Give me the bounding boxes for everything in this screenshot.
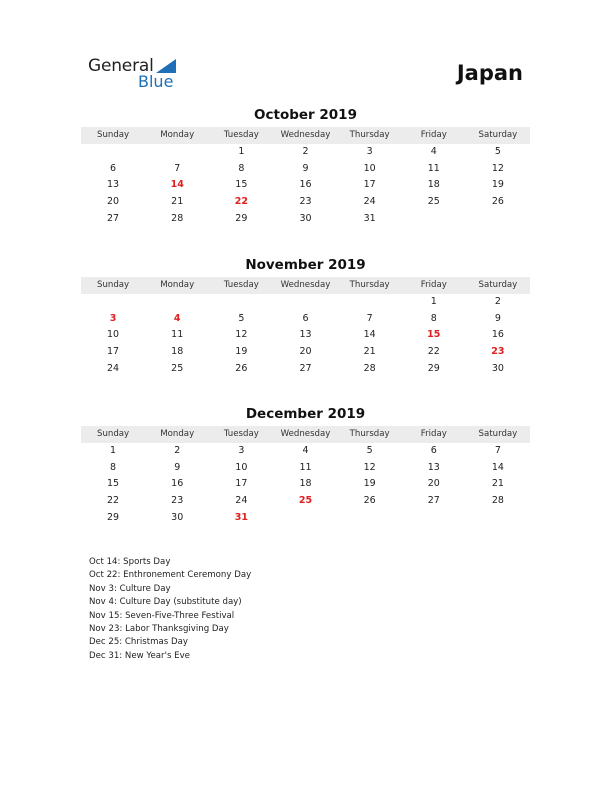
day-cell: 1 (238, 146, 245, 157)
week-row (81, 327, 530, 344)
day-cell: 19 (235, 346, 248, 358)
week-row (81, 177, 530, 194)
day-cell: 16 (491, 329, 504, 341)
day-cell: 7 (494, 445, 501, 456)
week-row (81, 510, 530, 527)
day-cell: 13 (427, 461, 440, 473)
weekday-header: Monday (160, 429, 195, 439)
logo-triangle-icon (156, 59, 176, 73)
day-cell: 3 (366, 146, 373, 157)
day-cell: 21 (171, 196, 184, 208)
day-cell: 18 (299, 478, 312, 490)
day-cell: 19 (363, 478, 376, 490)
day-cell: 20 (299, 346, 312, 358)
day-cell: 28 (363, 362, 376, 374)
month-title: November 2019 (245, 257, 366, 273)
day-cell: 16 (299, 179, 312, 191)
holiday-day-cell: 25 (298, 495, 313, 507)
day-cell: 27 (299, 362, 312, 374)
week-row (81, 460, 530, 477)
day-cell: 8 (110, 461, 117, 473)
day-cell: 11 (299, 461, 312, 473)
day-cell: 30 (299, 212, 312, 224)
day-cell (145, 144, 209, 161)
day-cell: 29 (427, 362, 440, 374)
day-cell: 9 (302, 162, 309, 174)
generalblue-logo (88, 56, 188, 92)
weekday-header: Thursday (349, 280, 390, 290)
day-cell (145, 294, 209, 311)
day-cell: 14 (363, 329, 376, 341)
day-cell: 5 (366, 445, 373, 456)
weekday-header: Thursday (349, 429, 390, 439)
day-cell: 11 (171, 329, 184, 341)
holiday-list-item: Nov 15: Seven-Five-Three Festival (89, 610, 235, 621)
holiday-day-cell: 23 (491, 346, 505, 358)
day-cell: 12 (235, 329, 248, 341)
logo-blue-text: Blue (138, 72, 174, 91)
day-cell: 20 (107, 196, 120, 208)
weekday-header: Friday (420, 429, 447, 439)
day-cell (466, 510, 530, 527)
weekday-header: Tuesday (223, 429, 259, 439)
day-cell (466, 211, 530, 228)
month-october (81, 106, 530, 227)
logo-general-text: General (88, 56, 154, 76)
holiday-list-item: Oct 22: Enthronement Ceremony Day (89, 570, 252, 581)
day-cell: 13 (107, 179, 120, 191)
holiday-day-cell: 3 (109, 312, 117, 324)
day-cell: 21 (491, 478, 504, 490)
day-cell: 18 (427, 179, 440, 191)
holiday-list-item: Nov 3: Culture Day (89, 583, 171, 594)
weekday-header: Wednesday (280, 280, 331, 290)
weekday-header: Friday (420, 130, 447, 140)
weekday-header: Monday (160, 280, 195, 290)
holiday-list-item: Nov 4: Culture Day (substitute day) (89, 597, 242, 608)
day-cell: 4 (430, 146, 437, 157)
weekday-header: Sunday (96, 429, 130, 439)
day-cell: 8 (238, 162, 245, 174)
holiday-day-cell: 4 (173, 312, 181, 324)
day-cell: 21 (363, 346, 376, 358)
weekday-header: Saturday (478, 429, 518, 439)
day-cell: 2 (174, 445, 181, 456)
day-cell (273, 510, 337, 527)
day-cell: 20 (427, 478, 440, 490)
day-cell: 4 (302, 445, 309, 456)
day-cell: 17 (235, 478, 248, 490)
weekday-header-row (81, 426, 530, 443)
day-cell: 17 (363, 179, 376, 191)
holiday-day-cell: 22 (234, 196, 248, 208)
day-cell: 9 (494, 312, 501, 324)
weekday-header: Wednesday (280, 429, 331, 439)
month-november (81, 256, 530, 377)
day-cell: 2 (494, 296, 501, 307)
day-cell: 30 (491, 362, 504, 374)
day-cell: 9 (174, 461, 181, 473)
day-cell: 27 (427, 495, 440, 507)
month-title: December 2019 (245, 406, 366, 422)
holiday-list-item: Dec 31: New Year's Eve (89, 650, 190, 661)
day-cell: 12 (363, 461, 376, 473)
day-cell: 5 (494, 146, 501, 157)
holiday-day-cell: 14 (170, 179, 184, 191)
day-cell: 10 (363, 162, 376, 174)
holiday-list-item: Oct 14: Sports Day (89, 557, 171, 567)
day-cell: 24 (363, 196, 376, 208)
day-cell: 27 (107, 212, 120, 224)
holiday-list (89, 556, 251, 663)
weekday-header-row (81, 127, 530, 144)
holiday-list-item: Dec 25: Christmas Day (89, 637, 188, 648)
day-cell: 25 (427, 196, 440, 208)
day-cell: 24 (107, 362, 120, 374)
day-cell: 26 (363, 495, 376, 507)
day-cell: 18 (171, 346, 184, 358)
day-cell: 23 (299, 196, 312, 208)
day-cell: 29 (235, 212, 248, 224)
holiday-day-cell: 15 (427, 329, 441, 341)
day-cell: 7 (174, 162, 181, 174)
holiday-list-item: Nov 23: Labor Thanksgiving Day (89, 624, 229, 635)
day-cell: 16 (171, 478, 184, 490)
weekday-header: Monday (160, 130, 195, 140)
day-cell: 12 (491, 162, 504, 174)
weekday-header: Saturday (478, 280, 518, 290)
day-cell: 3 (238, 445, 245, 456)
week-row (81, 161, 530, 178)
day-cell: 31 (363, 212, 376, 224)
day-cell: 28 (171, 212, 184, 224)
weekday-header: Wednesday (280, 130, 331, 140)
day-cell: 14 (491, 461, 504, 473)
day-cell: 23 (171, 495, 184, 507)
day-cell: 29 (107, 511, 120, 523)
day-cell: 1 (430, 296, 437, 307)
day-cell: 2 (302, 146, 309, 157)
day-cell: 25 (171, 362, 184, 374)
week-row (81, 344, 530, 361)
weekday-header: Sunday (96, 130, 130, 140)
day-cell (209, 294, 273, 311)
day-cell (273, 294, 337, 311)
weekday-header: Sunday (96, 280, 130, 290)
day-cell: 7 (366, 312, 373, 324)
weekday-header: Saturday (478, 130, 518, 140)
day-cell: 1 (110, 445, 117, 456)
week-row (81, 443, 530, 460)
weekday-header: Thursday (349, 130, 390, 140)
holiday-day-cell: 31 (234, 511, 248, 523)
day-cell (402, 211, 466, 228)
day-cell (81, 294, 145, 311)
day-cell (338, 294, 402, 311)
week-row (81, 311, 530, 328)
day-cell: 15 (235, 179, 248, 191)
weekday-header: Friday (420, 280, 447, 290)
country-title: Japan (456, 61, 523, 85)
day-cell: 19 (491, 179, 504, 191)
day-cell (81, 144, 145, 161)
day-cell: 22 (427, 346, 440, 358)
day-cell: 6 (302, 312, 309, 324)
day-cell (402, 510, 466, 527)
day-cell: 17 (107, 346, 120, 358)
weekday-header: Tuesday (223, 130, 259, 140)
day-cell: 6 (430, 445, 437, 456)
week-row (81, 476, 530, 493)
day-cell: 24 (235, 495, 248, 507)
day-cell: 28 (491, 495, 504, 507)
day-cell: 10 (107, 329, 120, 341)
week-row (81, 493, 530, 510)
weekday-header-row (81, 277, 530, 294)
day-cell: 10 (235, 461, 248, 473)
month-title: October 2019 (254, 107, 357, 123)
week-row (81, 361, 530, 378)
day-cell: 30 (171, 511, 184, 523)
day-cell: 6 (110, 162, 117, 174)
day-cell: 13 (299, 329, 312, 341)
week-row (81, 294, 530, 311)
day-cell: 8 (430, 312, 437, 324)
week-row (81, 211, 530, 228)
day-cell: 11 (427, 162, 440, 174)
week-row (81, 144, 530, 161)
weekday-header: Tuesday (223, 280, 259, 290)
day-cell (338, 510, 402, 527)
day-cell: 26 (235, 362, 248, 374)
week-row (81, 194, 530, 211)
day-cell: 26 (491, 196, 504, 208)
day-cell: 22 (107, 495, 120, 507)
day-cell: 5 (238, 312, 245, 324)
day-cell: 15 (107, 478, 120, 490)
month-december (81, 405, 530, 526)
